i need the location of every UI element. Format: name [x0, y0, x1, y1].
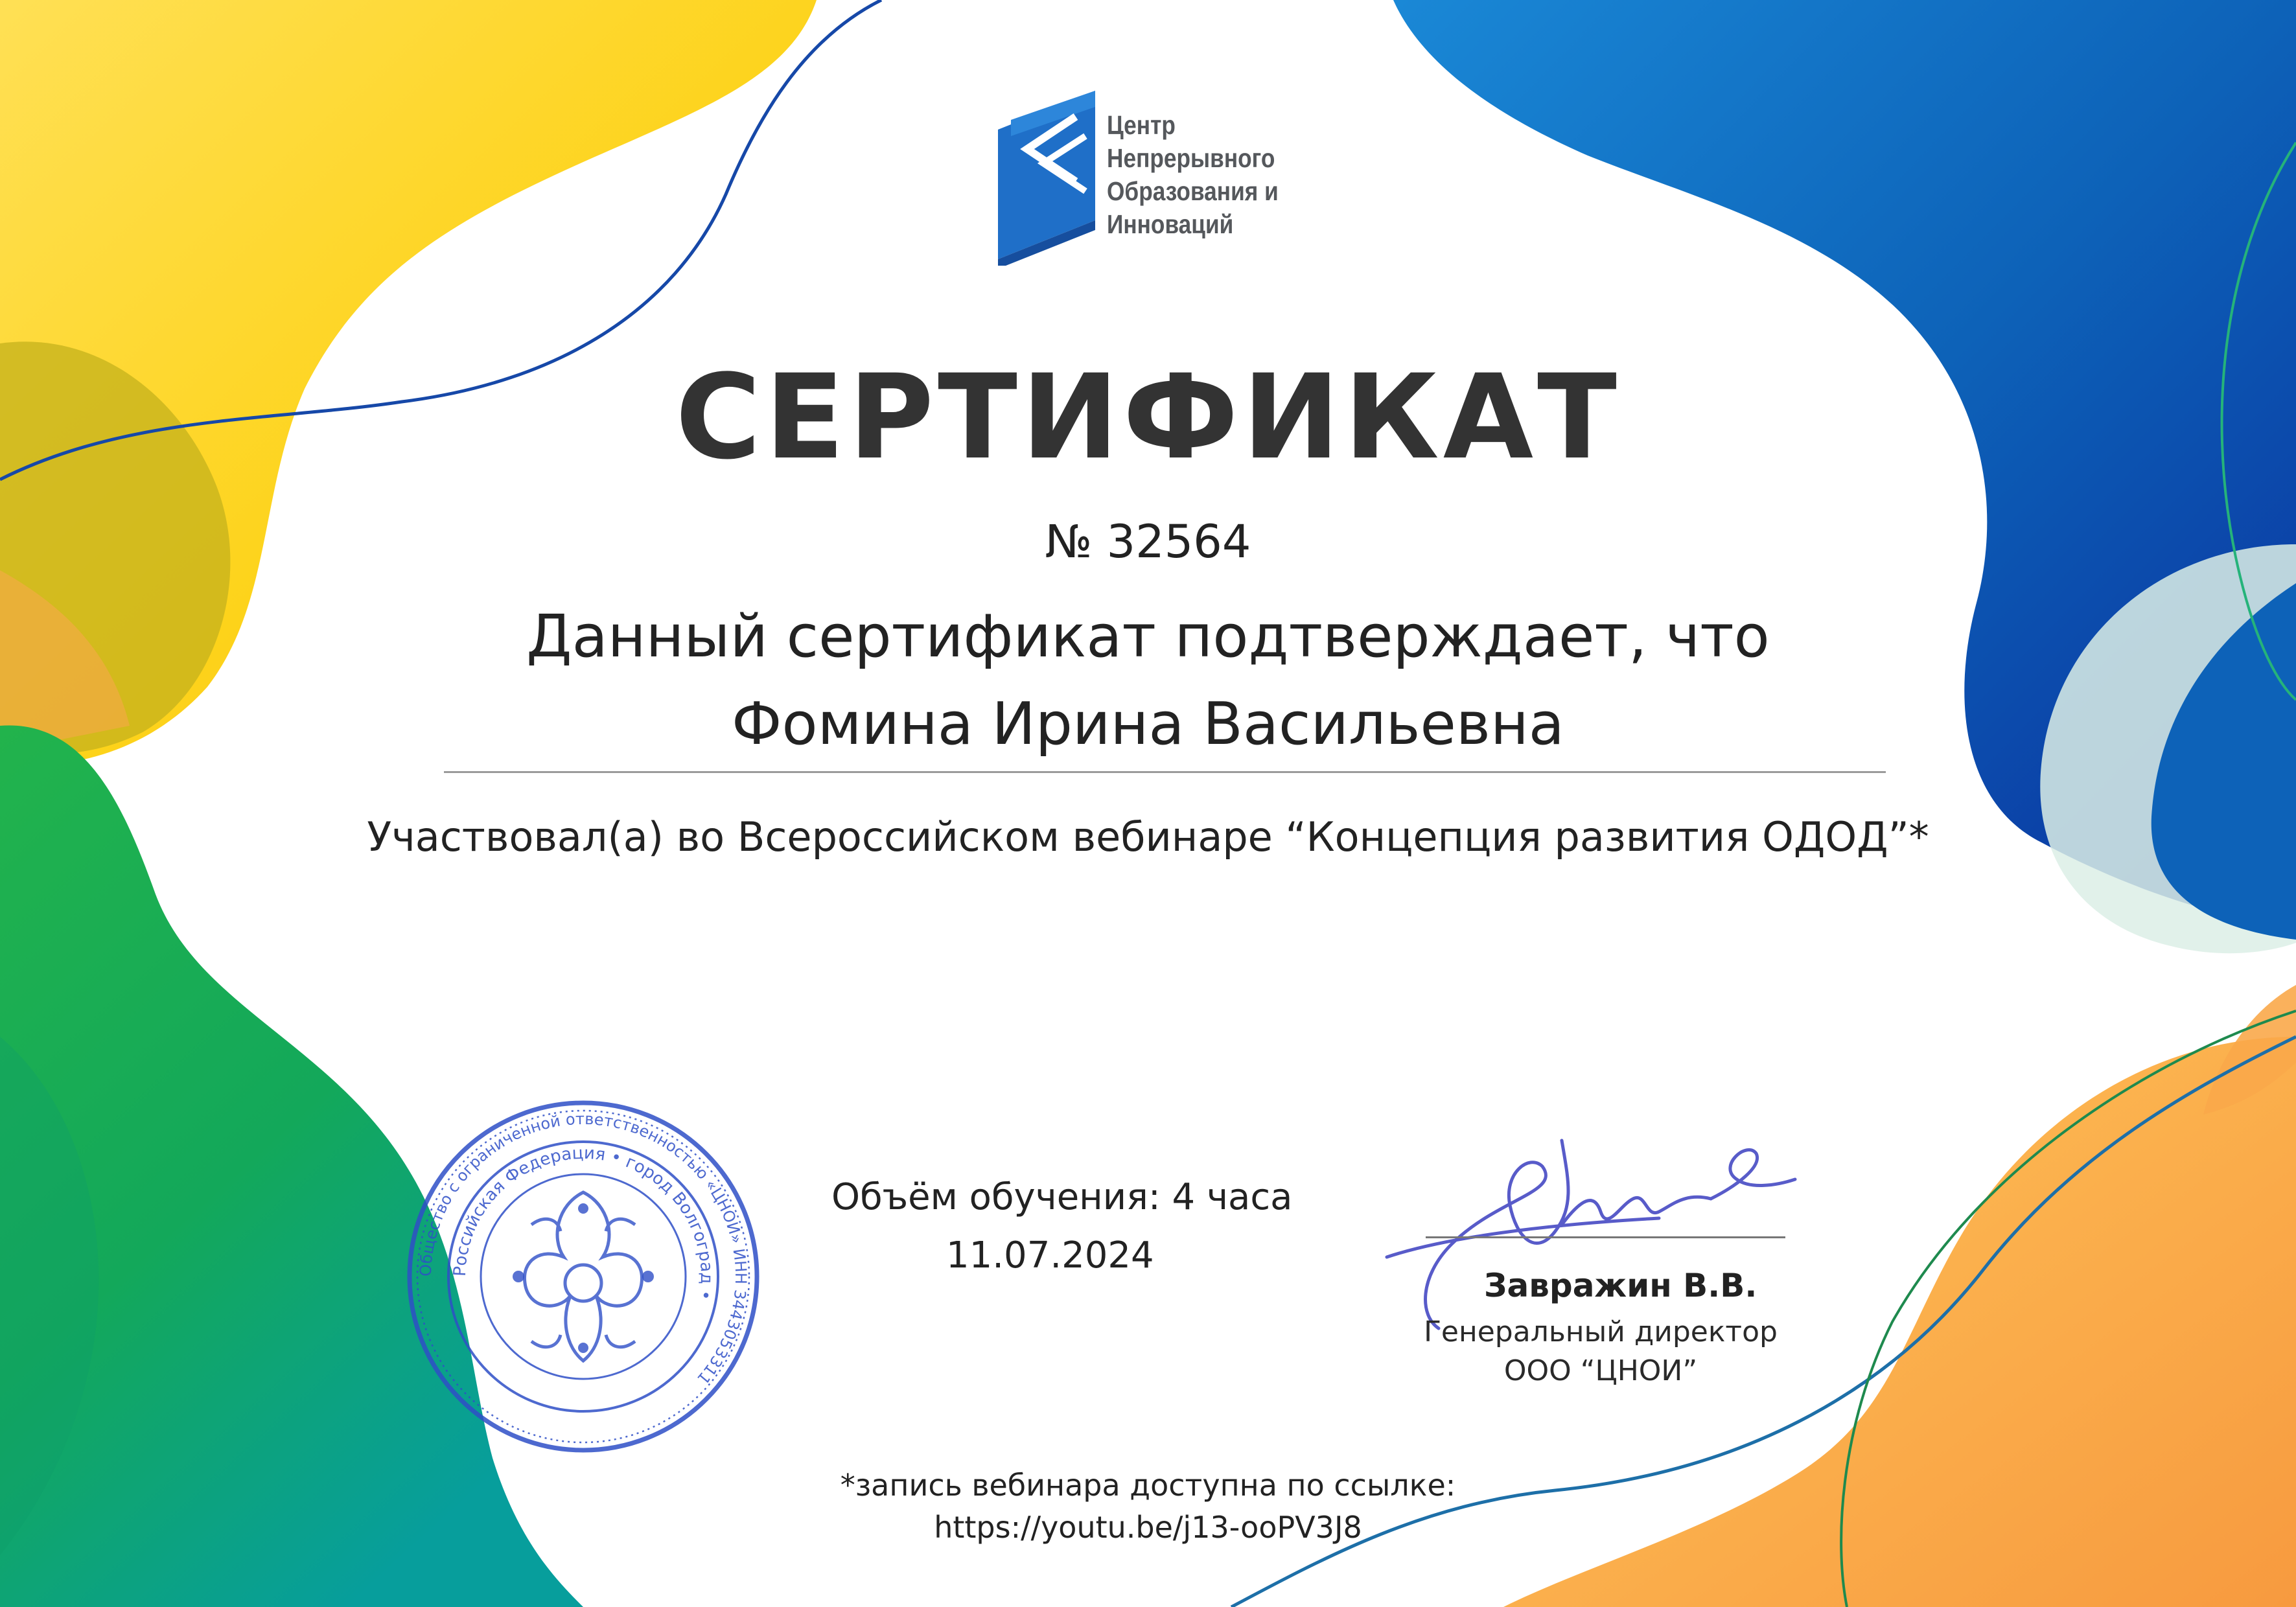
- signature-line: [1426, 1236, 1785, 1238]
- logo-line: Центр: [1107, 110, 1176, 140]
- svg-text:Российская Федерация • город В: [450, 1144, 716, 1302]
- logo-wordmark: [1107, 109, 1279, 241]
- webinar-link[interactable]: https://youtu.be/j13-ooPV3J8: [934, 1510, 1362, 1545]
- logo-line: Непрерывного: [1107, 143, 1275, 173]
- name-underline: [444, 771, 1886, 773]
- certificate-number: № 32564: [1045, 515, 1251, 568]
- logo-line: Инноваций: [1107, 209, 1234, 239]
- stamp-inner-text: Российская Федерация • город Волгоград •: [450, 1143, 717, 1302]
- official-stamp-icon: [402, 1095, 765, 1458]
- signatory-position: Генеральный директор: [1424, 1315, 1778, 1348]
- certificate-intro: Данный сертификат подтверждает, что: [526, 603, 1770, 671]
- handwritten-signature-icon: [1348, 1127, 1815, 1341]
- participation-text: Участвовал(а) во Всероссийском вебинаре “Концепция развития ОДОД”*: [367, 813, 1929, 861]
- certificate-title: СЕРТИФИКАТ: [675, 350, 1621, 485]
- training-volume: Объём обучения: 4 часа: [831, 1176, 1293, 1218]
- stamp-outer-text: Общество с ограниченной ответственностью «ЦНОИ» ИНН 3443053311: [416, 1109, 750, 1388]
- issue-date: 11.07.2024: [946, 1234, 1154, 1277]
- signatory-organization: ООО “ЦНОИ”: [1503, 1354, 1698, 1387]
- footnote-text: *запись вебинара доступна по ссылке:: [840, 1468, 1456, 1503]
- logo-line: Образования и: [1107, 176, 1279, 206]
- signatory-name: Завражин В.В.: [1484, 1267, 1757, 1304]
- recipient-name: Фомина Ирина Васильевна: [732, 690, 1564, 758]
